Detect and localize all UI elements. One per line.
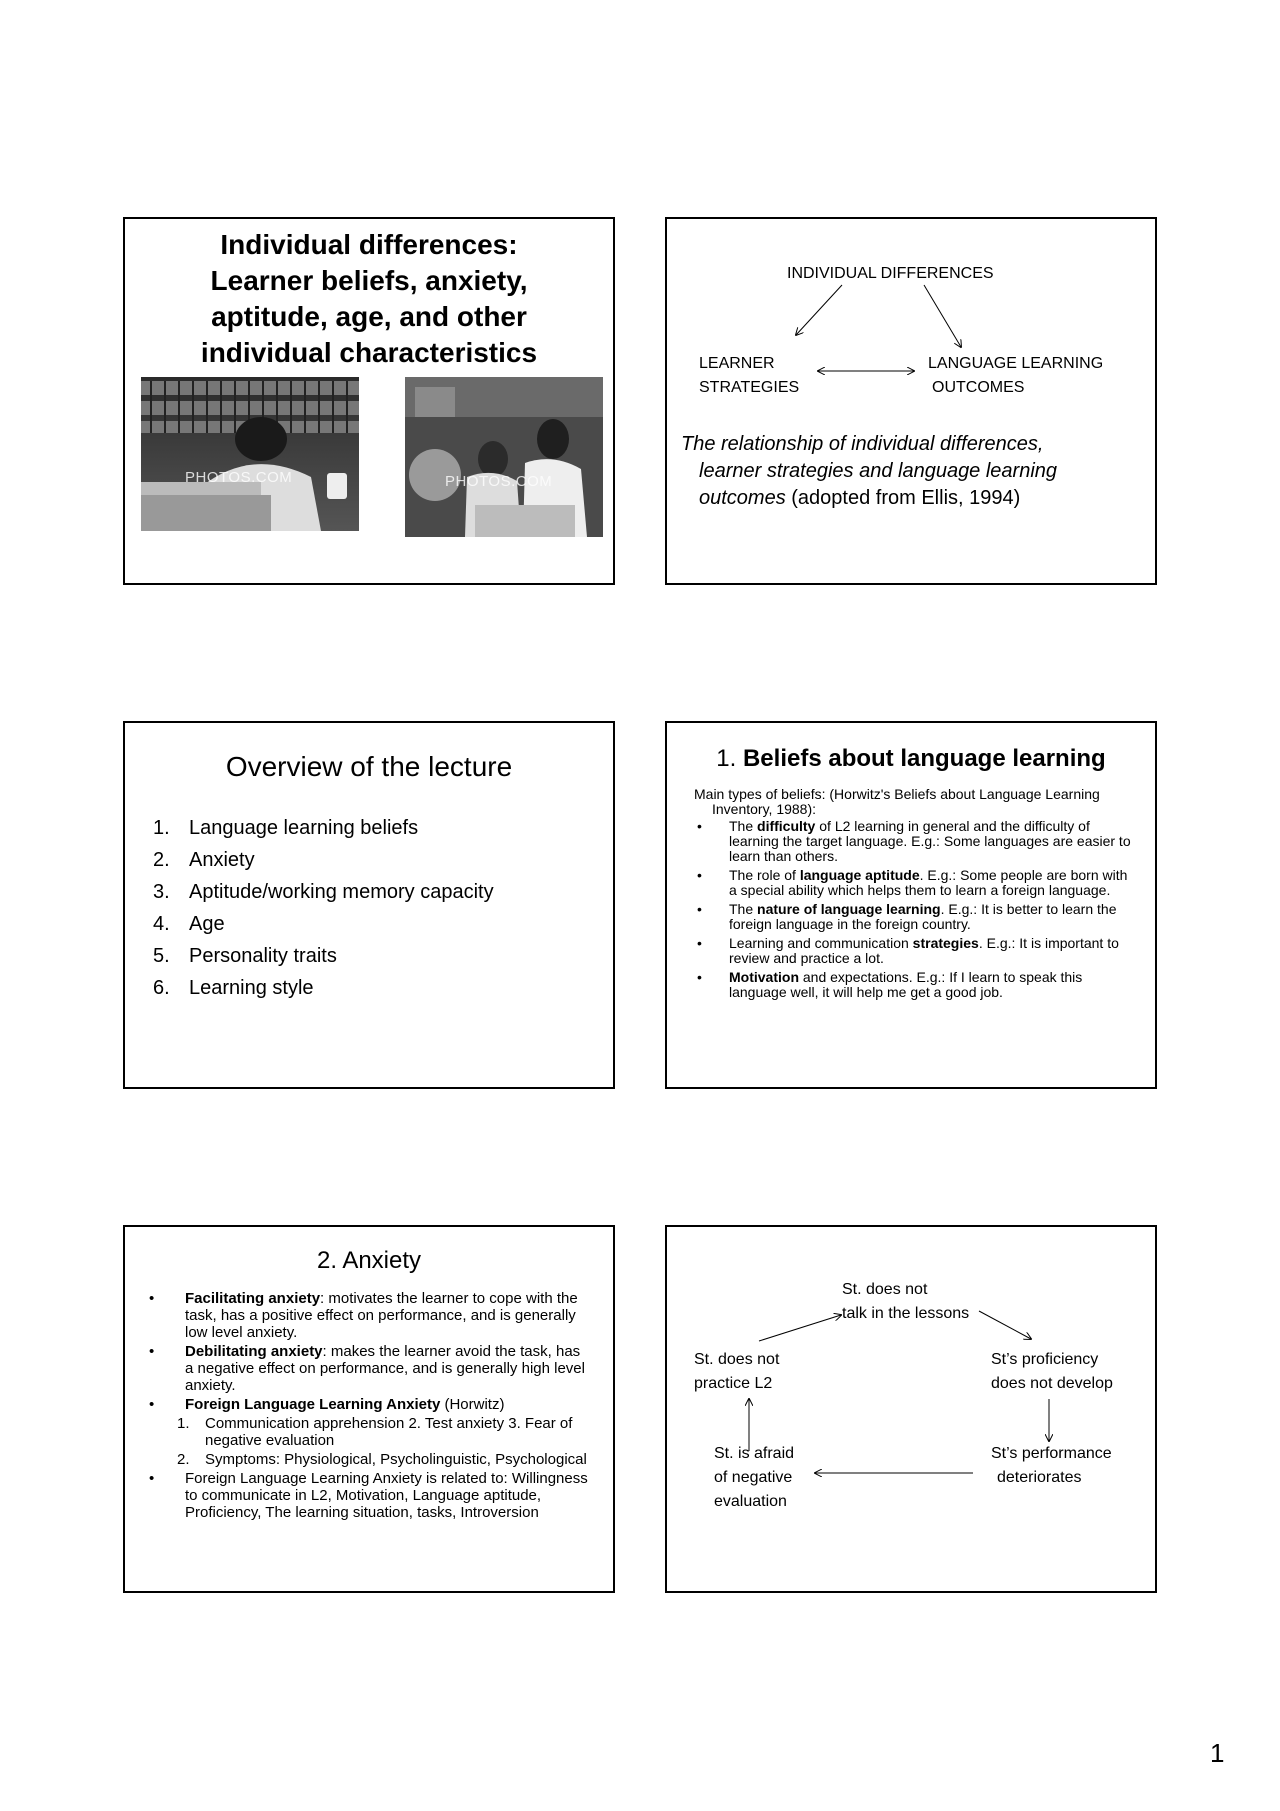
cycle-label-does-not-talk: talk in the lessons (842, 1305, 970, 1322)
diagram-label-strategies: STRATEGIES (699, 379, 800, 396)
list-number: 3. (153, 881, 170, 903)
diagram-caption (681, 431, 1121, 512)
cycle-label-afraid: St. is afraid (714, 1445, 795, 1462)
bullet-dot: • (697, 935, 702, 951)
beliefs-intro: Main types of beliefs: (Horwitz's Beliefs about Language Learning Inventory, 1988): (694, 786, 1100, 817)
list-text: Learning style (189, 977, 314, 999)
bullet-text: and expectations. E.g.: If I learn to speak this language well, it will help me get a good job. (729, 969, 1083, 1000)
bullet-dot: • (149, 1343, 155, 1360)
list-item (153, 972, 494, 1004)
cycle-label-does-not-talk: St. does not (842, 1281, 928, 1298)
list-text: Age (189, 913, 225, 935)
bullet-text: . E.g.: It is better to learn the foreign language in the foreign country. (729, 901, 1117, 932)
cycle-label-afraid: evaluation (714, 1493, 787, 1510)
list-item (153, 940, 494, 972)
title-text: Beliefs about language learning (742, 745, 1106, 772)
slide-anxiety-cycle (665, 1225, 1157, 1593)
list-number: 6. (153, 977, 170, 999)
diagram-label-outcomes: OUTCOMES (932, 379, 1025, 396)
bullet-item (149, 1470, 589, 1521)
bullet-item (149, 1290, 589, 1341)
diagram-label-language-learning: LANGUAGE LEARNING (928, 355, 1104, 372)
bullet-keyword: nature of language learning (757, 901, 941, 917)
bullet-dot: • (697, 818, 702, 834)
anxiety-body (149, 1290, 589, 1523)
title-line: individual characteristics (200, 337, 538, 368)
caption-line: The relationship of individual differences, (681, 433, 1044, 455)
bullet-dot: • (149, 1290, 155, 1307)
bullet-item (694, 936, 1134, 966)
title-number: 1. (716, 745, 737, 772)
list-text: Anxiety (189, 849, 255, 871)
numbered-item (149, 1415, 589, 1449)
cycle-label-afraid: of negative (714, 1469, 793, 1486)
title-line: aptitude, age, and other (211, 301, 527, 332)
list-number: 1. (153, 817, 170, 839)
slide-title (123, 217, 615, 585)
title-line: Individual differences: (220, 229, 518, 260)
bullet-text: The (729, 818, 758, 834)
page-number: 1 (1210, 1738, 1225, 1768)
cycle-label-proficiency: does not develop (991, 1375, 1113, 1392)
slide-overview (123, 721, 615, 1089)
bullet-keyword: Foreign Language Learning Anxiety (185, 1396, 441, 1413)
slide-anxiety (123, 1225, 615, 1593)
bullet-text: . E.g.: It is important to review and practice a lot. (729, 935, 1119, 966)
photo-watermark: PHOTOS.COM (185, 469, 293, 486)
slide-beliefs (665, 721, 1157, 1089)
list-number: 5. (153, 945, 170, 967)
bullet-text: The (729, 901, 758, 917)
item-text: Symptoms: Physiological, Psycholinguistic, Psychological (205, 1451, 587, 1468)
photo-teacher-student (405, 377, 603, 537)
list-text: Language learning beliefs (189, 817, 419, 839)
caption-line: outcomes (699, 487, 786, 509)
bullet-keyword: Facilitating anxiety (185, 1290, 321, 1307)
slide4-title (667, 745, 1155, 773)
item-number: 1. (177, 1415, 190, 1432)
list-text: Aptitude/working memory capacity (189, 881, 494, 903)
list-item (153, 812, 494, 844)
cycle-label-does-not-practice: St. does not (694, 1351, 780, 1368)
cycle-label-does-not-practice: practice L2 (694, 1375, 773, 1392)
bullet-dot: • (697, 867, 702, 883)
caption-source: (adopted from Ellis, 1994) (785, 487, 1021, 509)
bullet-item (694, 868, 1134, 898)
title-line: Learner beliefs, anxiety, (210, 265, 528, 296)
slide1-title (125, 227, 613, 371)
bullet-item (149, 1343, 589, 1394)
bullet-dot: • (697, 969, 702, 985)
cycle-label-performance: deteriorates (997, 1469, 1082, 1486)
list-number: 2. (153, 849, 170, 871)
cycle-label-proficiency: St’s proficiency (991, 1351, 1099, 1368)
photo-student-sleeping (141, 377, 359, 531)
overview-list (153, 812, 494, 1004)
slide5-title: 2. Anxiety (316, 1247, 422, 1274)
bullet-text: . E.g.: Some people are born with a special ability which helps them to learn a foreign language. (729, 867, 1128, 898)
bullet-text: Learning and communication (729, 935, 913, 951)
cycle-label-performance: St’s performance (991, 1445, 1112, 1462)
caption-line: learner strategies and language learning (699, 460, 1058, 482)
bullet-text: : motivates the learner to cope with the task, has a positive effect on performance, and is generally low level anxiety. (185, 1290, 578, 1341)
bullet-dot: • (149, 1470, 155, 1487)
bullet-text: of L2 learning in general and the difficulty of learning the target language. E.g.: Some languages are easier to learn than others. (729, 818, 1131, 864)
photo-watermark: PHOTOS.COM (445, 473, 553, 490)
bullet-text: Foreign Language Learning Anxiety is related to: Willingness to communicate in L2, Motivation, Language aptitude, Proficiency, The learning situation, tasks, Introversion (185, 1470, 588, 1521)
list-item (153, 844, 494, 876)
list-number: 4. (153, 913, 170, 935)
bullet-text: The role of (729, 867, 800, 883)
slide-individual-differences-diagram (665, 217, 1157, 585)
bullet-keyword: strategies (912, 935, 979, 951)
list-text: Personality traits (189, 945, 337, 967)
bullet-item (694, 902, 1134, 932)
bullet-item (694, 970, 1134, 1000)
slide3-title: Overview of the lecture (225, 751, 513, 782)
bullet-text: (Horwitz) (440, 1396, 505, 1413)
bullet-item (149, 1396, 589, 1413)
bullet-keyword: language aptitude (799, 867, 920, 883)
bullet-keyword: Motivation (729, 969, 799, 985)
bullet-keyword: difficulty (757, 818, 816, 834)
item-number: 2. (177, 1451, 190, 1468)
beliefs-body (694, 787, 1134, 1004)
list-item (153, 908, 494, 940)
bullet-dot: • (697, 901, 702, 917)
list-item (153, 876, 494, 908)
bullet-item (694, 819, 1134, 864)
diagram-label-individual-differences: INDIVIDUAL DIFFERENCES (787, 265, 994, 282)
bullet-keyword: Debilitating anxiety (185, 1343, 323, 1360)
numbered-item (149, 1451, 589, 1468)
diagram-label-learner: LEARNER (699, 355, 775, 372)
item-text: Communication apprehension 2. Test anxiety 3. Fear of negative evaluation (205, 1415, 573, 1449)
bullet-dot: • (149, 1396, 155, 1413)
bullet-text: : makes the learner avoid the task, has a negative effect on performance, and is generally high level anxiety. (185, 1343, 585, 1394)
